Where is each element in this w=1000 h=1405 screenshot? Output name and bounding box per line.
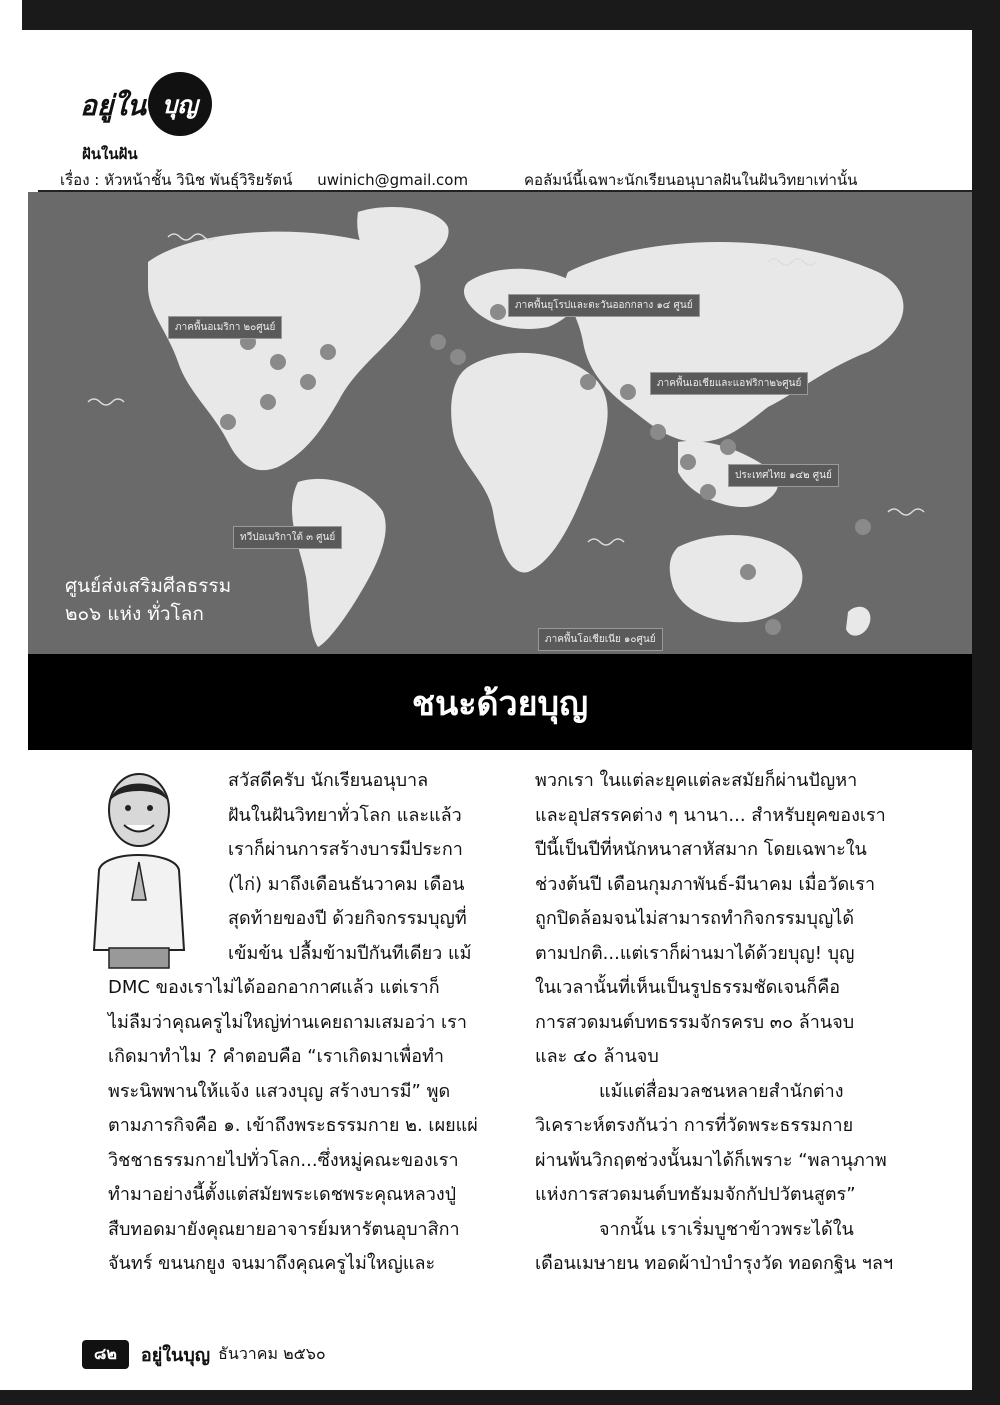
article-title: ชนะด้วยบุญ: [411, 684, 589, 724]
continent-south-america: [292, 479, 386, 647]
right-line: การสวดมนต์บทธรรมจักรครบ ๓๐ ล้านจบ: [535, 1011, 855, 1033]
left-line: ทำมาอย่างนี้ตั้งแต่สมัยพระเดชพระคุณหลวงปู่: [108, 1184, 457, 1205]
right-line: ช่วงต้นปี เดือนกุมภาพันธ์-มีนาคม เมื่อวัดเรา: [535, 873, 876, 895]
left-line: ฝันในฝันวิทยาทั่วโลก และแล้ว: [228, 804, 462, 826]
right-line: แห่งการสวดมนต์บทธัมมจักกัปปวัตนสูตร”: [535, 1184, 856, 1205]
left-line: สวัสดีครับ นักเรียนอนุบาล: [228, 770, 429, 791]
left-line: สืบทอดมายังคุณยายอาจารย์มหารัตนอุบาสิกา: [108, 1218, 460, 1240]
byline-author: เรื่อง : หัวหน้าชั้น วินิช พันธุ์วิริยรัตน์: [60, 171, 293, 189]
map-label-south-america: ทวีปอเมริกาใต้ ๓ ศูนย์: [233, 526, 342, 549]
continent-new-zealand: [846, 607, 870, 636]
left-line: เราก็ผ่านการสร้างบารมีประกา: [228, 839, 463, 860]
right-line: ตามปกติ...แต่เราก็ผ่านมาได้ด้วยบุญ! บุญ: [535, 942, 855, 964]
left-line: สุดท้ายของปี ด้วยกิจกรรมบุญที่: [228, 908, 467, 929]
logo-text: อยู่ใน: [80, 89, 147, 122]
right-line: แม้แต่สื่อมวลชนหลายสำนักต่าง: [599, 1080, 844, 1102]
byline-email: uwinich@gmail.com: [317, 171, 469, 189]
left-line: (ไก่) มาถึงเดือนธันวาคม เดือน: [228, 873, 465, 895]
map-caption-line1: ศูนย์ส่งเสริมศีลธรรม: [65, 575, 232, 597]
left-line: พระนิพพานให้แจ้ง แสวงบุญ สร้างบารมี” พูด: [108, 1080, 451, 1102]
map-label-north-america: ภาคพื้นอเมริกา ๒๐ศูนย์: [168, 316, 282, 339]
page-footer: [82, 1340, 326, 1368]
right-line: ถูกปิดล้อมจนไม่สามารถทำกิจกรรมบุญได้: [535, 908, 855, 929]
left-line: วิชชาธรรมกายไปทั่วโลก...ซึ่งหมู่คณะของเรา: [108, 1149, 459, 1171]
page-frame-top: [0, 0, 1000, 30]
continent-australia: [670, 535, 803, 622]
right-line: และ ๔๐ ล้านจบ: [535, 1046, 659, 1067]
page-frame-bottom: [0, 1390, 1000, 1405]
right-line: ผ่านพ้นวิกฤตช่วงนั้นมาได้ก็เพราะ “พลานุภาพ: [535, 1149, 887, 1171]
map-label-europe: ภาคพื้นยุโรปและตะวันออกกลาง ๑๔ ศูนย์: [508, 294, 700, 317]
map-label-thailand: ประเทศไทย ๑๔๒ ศูนย์: [728, 464, 839, 487]
right-line: จากนั้น เราเริ่มบูชาข้าวพระได้ใน: [599, 1218, 854, 1240]
continents: [148, 207, 903, 647]
right-line: และอุปสรรคต่าง ๆ นานา... สำหรับยุคของเรา: [535, 804, 886, 826]
continent-north-america: [148, 232, 421, 471]
right-line: ในเวลานั้นที่เห็นเป็นรูปธรรมชัดเจนก็คือ: [535, 977, 841, 998]
left-line: DMC ของเราไม่ได้ออกอากาศแล้ว แต่เราก็: [108, 977, 440, 998]
logo-circle: บุญ: [148, 72, 212, 136]
left-line: เกิดมาทำไม ? คำตอบคือ “เราเกิดมาเพื่อทำ: [108, 1046, 445, 1067]
page-number: ๘๒: [82, 1340, 129, 1369]
map-caption-line2: ๒๐๖ แห่ง ทั่วโลก: [65, 603, 204, 625]
footer-magazine-name: อยู่ในบุญ: [140, 1344, 211, 1366]
right-line: เดือนเมษายน ทอดผ้าป่าบำรุงวัด ทอดกฐิน ฯลฯ: [535, 1253, 894, 1274]
continent-asia: [565, 242, 903, 442]
left-line: ไม่ลืมว่าคุณครูไม่ใหญ่ท่านเคยถามเสมอว่า เรา: [108, 1011, 467, 1033]
map-label-oceania: ภาคพื้นโอเชียเนีย ๑๐ศูนย์: [538, 628, 663, 651]
byline-note: คอลัมน์นี้เฉพาะนักเรียนอนุบาลฝันในฝันวิทยาเท่านั้น: [524, 171, 858, 189]
article-column-left: [108, 764, 498, 1282]
article-column-right: [535, 764, 917, 1282]
right-line: ปีนี้เป็นปีที่หนักหนาสาหัสมาก โดยเฉพาะใน: [535, 839, 867, 860]
footer-issue: ธันวาคม ๒๕๖๐: [218, 1343, 326, 1363]
left-line: จันทร์ ขนนกยูง จนมาถึงคุณครูไม่ใหญ่และ: [108, 1253, 436, 1274]
column-name: ฝันในฝัน: [82, 145, 138, 163]
magazine-logo: [80, 72, 220, 140]
map-caption: [65, 572, 231, 628]
right-line: พวกเรา ในแต่ละยุคแต่ละสมัยก็ผ่านปัญหา: [535, 770, 858, 791]
map-label-asia: ภาคพื้นเอเชียและแอฟริกา๒๖ศูนย์: [650, 372, 808, 395]
left-line: ตามภารกิจคือ ๑. เข้าถึงพระธรรมกาย ๒. เผยแผ่: [108, 1115, 478, 1136]
byline: [60, 168, 940, 192]
left-line: เข้มข้น ปลื้มข้ามปีกันทีเดียว แม้: [228, 942, 472, 964]
right-line: วิเคราะห์ตรงกันว่า การที่วัดพระธรรมกาย: [535, 1115, 854, 1136]
